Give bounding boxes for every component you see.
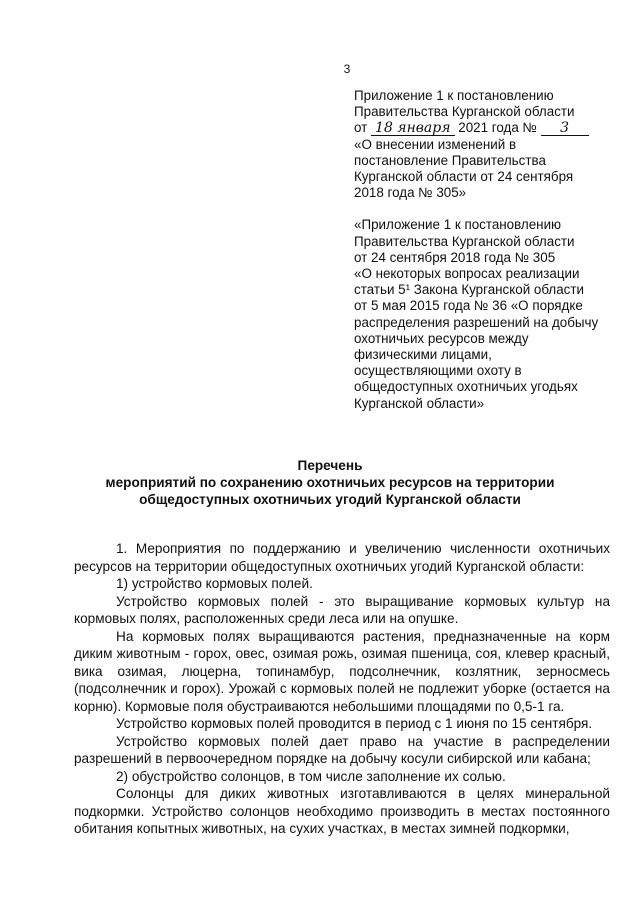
paragraph: На кормовых полях выращиваются растения, предназначенные на корм диким животным - горох, овес, озимая рожь, озимая пшеница, соя, клевер красный, вика озимая, люцерна, топинамбур, подсолнечник, козлятник, зерносмесь (подсолнечник и горох). Урожай с кормовых полей не подлежит уборке (остается на корню). Кормовые поля обустраиваются небольшими площадями по 0,5-1 га.	[74, 628, 610, 714]
appendix-line: Курганской области»	[354, 395, 485, 411]
heading-line: общедоступных охотничьих угодий Курганской области	[139, 492, 521, 507]
paragraph: Устройство кормовых полей дает право на участие в распределении разрешений в первоочередном порядке на добычу косули сибирской или кабана;	[74, 733, 610, 766]
appendix-block	[354, 88, 616, 412]
appendix-line: распределения разрешений на добычу	[354, 314, 599, 330]
appendix-line: статьи 5¹ Закона Курганской области	[354, 282, 584, 298]
appendix-line: от 5 мая 2015 года № 36 «О порядке	[354, 298, 583, 314]
appendix-line: Правительства Курганской области	[354, 233, 575, 249]
handwritten-date: 18 января	[371, 122, 454, 136]
appendix-line: общедоступных охотничьих угодьях	[354, 379, 578, 395]
page-number: 3	[343, 62, 351, 76]
appendix-line: осуществляющими охоту в	[354, 363, 522, 379]
appendix-line: охотничьих ресурсов между	[354, 330, 529, 346]
paragraph: Устройство кормовых полей - это выращивание кормовых культур на кормовых полях, расположенных среди леса или на опушке.	[74, 593, 610, 626]
appendix-line: Курганской области от 24 сентября	[354, 169, 574, 185]
handwritten-number: 3	[541, 122, 589, 136]
appendix-line: 2018 года № 305»	[354, 185, 467, 201]
appendix-line: Приложение 1 к постановлению	[354, 88, 554, 103]
date-mid: 2021 года №	[458, 120, 537, 136]
paragraph: 1) устройство кормовых полей.	[116, 576, 313, 591]
appendix-line: физическими лицами,	[354, 347, 492, 363]
paragraph: Солонцы для диких животных изготавливаются в целях минеральной подкормки. Устройство солонцов необходимо производить в местах постоянного обитания копытных животных, на сухих участках, в местах зимней подкормки,	[74, 786, 610, 836]
appendix-line: Правительства Курганской области	[354, 104, 575, 120]
document-heading	[95, 457, 565, 508]
paragraph: 2) обустройство солонцов, в том числе заполнение их солью.	[116, 768, 506, 784]
appendix-line: «О некоторых вопросах реализации	[354, 266, 580, 282]
heading-title: Перечень	[297, 458, 363, 473]
heading-line: мероприятий по сохранению охотничьих ресурсов на территории	[105, 475, 555, 490]
appendix-line: «Приложение 1 к постановлению	[354, 217, 562, 233]
appendix-line: постановление Правительства	[354, 152, 546, 168]
paragraph: Устройство кормовых полей проводится в период с 1 июня по 15 сентября.	[116, 716, 593, 731]
appendix-line: от 24 сентября 2018 года № 305	[354, 249, 556, 265]
document-body	[74, 540, 610, 838]
appendix-date-line	[354, 120, 616, 136]
appendix-line: «О внесении изменений в	[354, 136, 517, 152]
date-prefix: от	[354, 120, 368, 136]
paragraph: 1. Мероприятия по поддержанию и увеличению численности охотничьих ресурсов на территории общедоступных охотничьих угодий Курганской области:	[74, 541, 610, 574]
